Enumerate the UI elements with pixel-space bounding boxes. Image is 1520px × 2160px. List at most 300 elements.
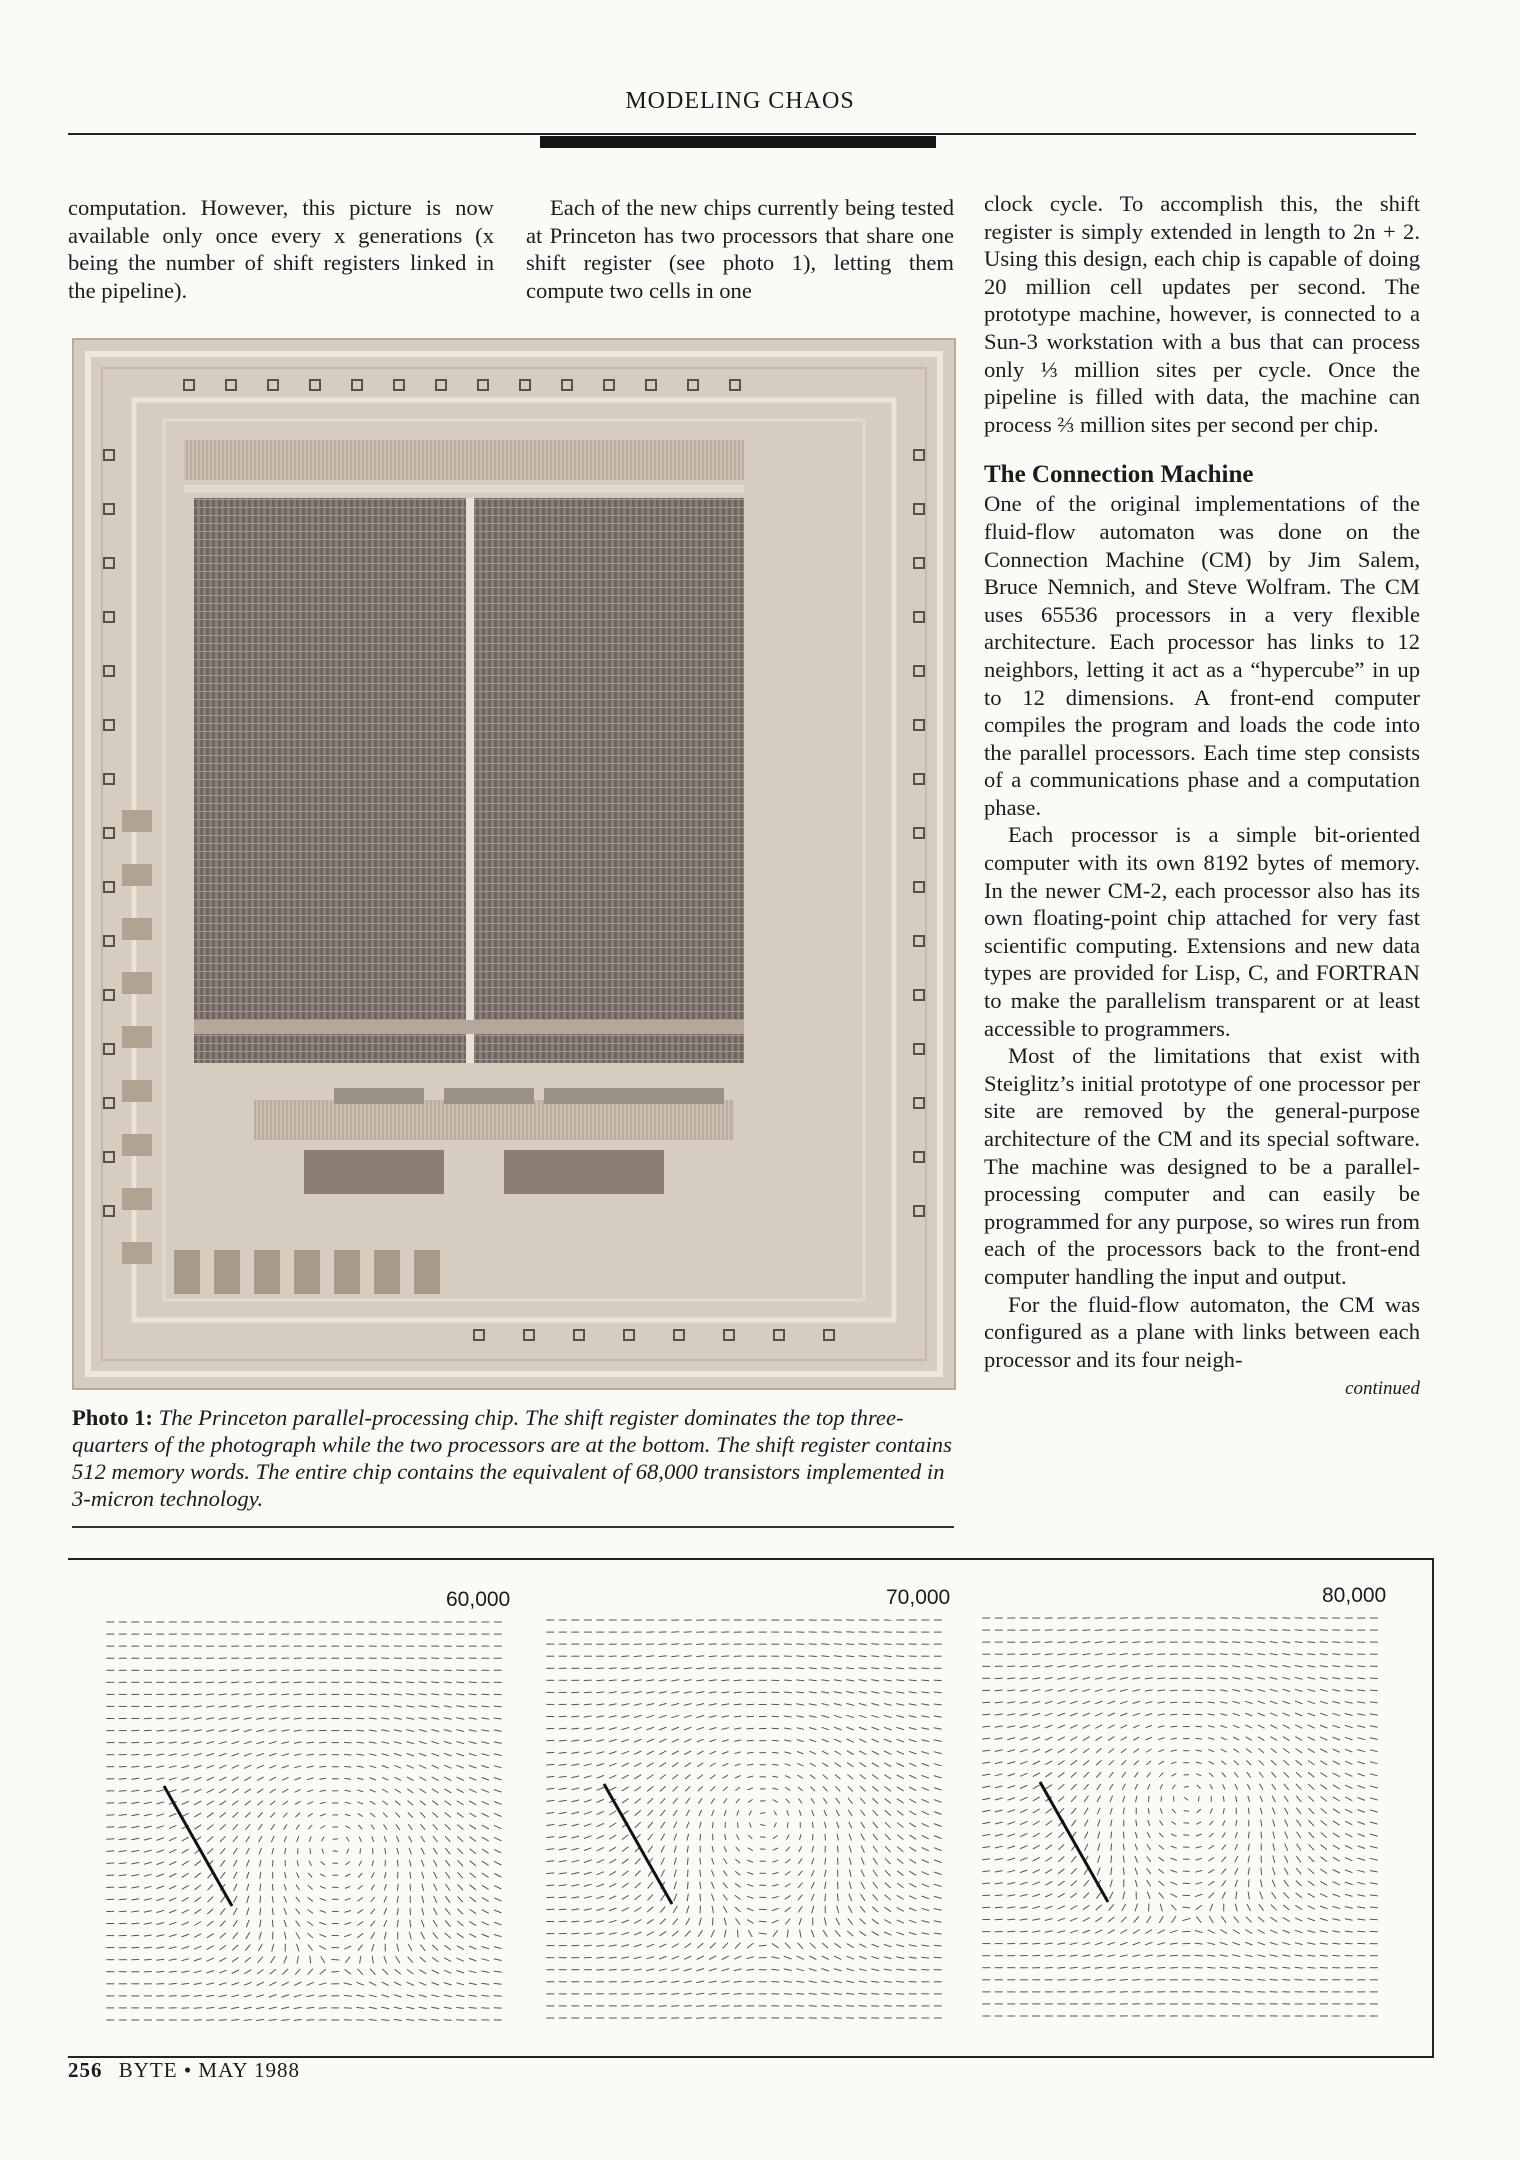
flow-vector xyxy=(1235,1868,1238,1875)
flow-vector xyxy=(281,2007,289,2009)
flow-vector xyxy=(370,1778,377,1780)
flow-vector xyxy=(1208,1738,1214,1740)
flow-vector xyxy=(1273,1844,1275,1851)
flow-vector xyxy=(432,1777,439,1781)
flow-vector xyxy=(244,1682,252,1683)
flow-vector xyxy=(219,1742,227,1744)
flow-vector xyxy=(294,1694,302,1695)
flow-vector xyxy=(169,1837,176,1840)
flow-vector xyxy=(297,1956,299,1964)
flow-vector xyxy=(1235,1832,1237,1838)
flow-vector xyxy=(308,1813,313,1816)
flow-vector xyxy=(1345,1773,1352,1776)
flow-vector xyxy=(609,1884,616,1888)
flow-vector xyxy=(419,1753,427,1756)
flow-vector xyxy=(156,1730,164,1731)
flow-vector xyxy=(421,1920,424,1927)
flow-vector xyxy=(1261,1820,1262,1827)
flow-vector xyxy=(884,1751,891,1754)
flow-vector xyxy=(1070,1967,1078,1968)
flow-vector xyxy=(369,1742,377,1743)
flow-vector xyxy=(1058,1784,1064,1789)
flow-vector xyxy=(1121,1917,1127,1923)
flow-vector xyxy=(457,1765,465,1768)
flow-vector xyxy=(861,1834,865,1841)
flow-vector xyxy=(1157,1678,1165,1679)
text-column-1 xyxy=(68,194,494,304)
flow-vector xyxy=(584,1909,592,1911)
flow-vector xyxy=(1007,1895,1015,1896)
flow-vector xyxy=(1273,1868,1276,1876)
flow-vector xyxy=(258,1812,263,1817)
flow-vector xyxy=(156,1778,164,1780)
flow-vector xyxy=(772,1872,778,1874)
flow-vector xyxy=(1007,1666,1015,1667)
flow-vector xyxy=(1170,1882,1177,1885)
flow-vector xyxy=(244,1718,252,1720)
flow-vector xyxy=(1282,1967,1290,1968)
flow-vector xyxy=(1070,1749,1077,1753)
flow-vector xyxy=(698,1786,703,1791)
flow-vector xyxy=(559,1764,567,1765)
flow-vector xyxy=(1370,1810,1378,1812)
flow-vector xyxy=(634,1775,641,1779)
flow-vector xyxy=(345,1957,350,1963)
flow-vector xyxy=(169,1947,177,1949)
flow-vector xyxy=(296,1897,300,1902)
flow-vector xyxy=(156,1959,164,1960)
flow-vector xyxy=(884,1944,892,1947)
flow-vector xyxy=(281,1718,289,1719)
flow-vector xyxy=(1270,1713,1277,1716)
flow-vector xyxy=(736,1847,740,1852)
flow-vector xyxy=(144,1814,152,1816)
flow-vector xyxy=(747,1896,754,1898)
flow-vector xyxy=(634,1932,641,1935)
flow-vector xyxy=(256,1718,264,1720)
flow-vector xyxy=(457,1801,464,1805)
flow-vector xyxy=(1221,1749,1227,1752)
flow-vector xyxy=(609,1957,617,1958)
flow-vector xyxy=(672,1931,678,1936)
flow-vector xyxy=(835,1786,840,1791)
flow-vector xyxy=(1171,1858,1177,1860)
flow-vector xyxy=(798,1871,802,1876)
flow-vector xyxy=(369,2007,377,2008)
flow-vector xyxy=(1007,1678,1015,1679)
flow-vector xyxy=(194,1754,202,1756)
flow-vector xyxy=(1020,1870,1028,1873)
flow-vector xyxy=(269,1718,277,1719)
flow-vector xyxy=(1308,1856,1314,1862)
flow-vector xyxy=(559,1885,567,1886)
flow-vector xyxy=(482,1922,489,1925)
flow-vector xyxy=(344,2008,352,2009)
flow-vector xyxy=(1083,1930,1091,1933)
flow-vector xyxy=(419,1694,427,1695)
flow-vector xyxy=(1108,1737,1114,1741)
flow-vector xyxy=(256,1694,264,1695)
flow-vector xyxy=(1220,1955,1228,1957)
flow-vector xyxy=(597,1847,604,1851)
flow-vector xyxy=(1097,1796,1101,1802)
flow-vector xyxy=(297,1944,299,1951)
flow-vector xyxy=(169,1922,177,1925)
flow-vector xyxy=(1046,1821,1052,1826)
flow-vector xyxy=(982,1774,990,1775)
flow-vector xyxy=(283,1813,288,1818)
flow-vector xyxy=(1158,1714,1165,1715)
flow-vector xyxy=(1196,1738,1203,1739)
flow-vector xyxy=(1032,1713,1040,1715)
flow-vector xyxy=(1345,1870,1353,1873)
flow-vector xyxy=(909,1799,916,1803)
flow-vector xyxy=(1008,1822,1016,1825)
flow-vector xyxy=(773,1788,779,1790)
flow-vector xyxy=(1196,1846,1202,1848)
flow-vector xyxy=(995,1702,1003,1703)
flow-vector xyxy=(1071,1881,1077,1886)
flow-vector xyxy=(1008,1810,1016,1813)
flow-vector xyxy=(1070,1713,1078,1716)
flow-vector xyxy=(1258,1713,1265,1716)
flow-vector xyxy=(836,1810,839,1816)
flow-vector xyxy=(634,1969,642,1970)
flow-vector xyxy=(233,1908,237,1915)
flow-vector xyxy=(307,1921,313,1925)
flow-vector xyxy=(1333,1737,1341,1740)
flow-vector xyxy=(1107,1630,1115,1631)
flow-vector xyxy=(571,1860,579,1862)
flow-vector xyxy=(659,1668,667,1669)
flow-vector xyxy=(772,1860,778,1862)
flow-vector xyxy=(659,1692,667,1694)
flow-vector xyxy=(847,1956,854,1959)
flow-vector xyxy=(157,1874,165,1877)
flow-vector xyxy=(809,1981,817,1983)
flow-vector xyxy=(1083,1713,1090,1716)
flow-vector xyxy=(847,1763,853,1767)
flow-vector xyxy=(384,1956,387,1963)
flow-vector xyxy=(269,1694,277,1695)
flow-vector xyxy=(156,1742,164,1743)
flow-vector xyxy=(410,1908,411,1916)
flow-vector xyxy=(181,1971,189,1973)
flow-vector xyxy=(1309,1832,1314,1838)
flow-vector xyxy=(169,1910,177,1913)
flow-vector xyxy=(559,1800,567,1801)
flow-vector xyxy=(258,1944,262,1951)
flow-vector xyxy=(859,1727,867,1730)
flow-vector xyxy=(272,1860,273,1867)
flow-vector xyxy=(759,1945,767,1946)
flow-vector xyxy=(1207,1690,1215,1691)
flow-vector xyxy=(444,1682,452,1683)
flow-vector xyxy=(1196,1750,1202,1751)
flow-vector xyxy=(621,1945,629,1947)
flow-vector xyxy=(1110,1880,1112,1888)
flow-vector xyxy=(846,1715,854,1717)
flow-vector xyxy=(256,1682,264,1683)
flow-vector xyxy=(1157,1642,1165,1643)
flow-vector xyxy=(859,1644,867,1645)
flow-vector xyxy=(1209,1821,1213,1825)
flow-vector xyxy=(909,1775,916,1778)
flow-vector xyxy=(1295,1725,1302,1729)
flow-vector xyxy=(1209,1761,1214,1764)
flow-vector xyxy=(1282,1980,1290,1981)
flow-vector xyxy=(1145,1630,1153,1631)
flow-vector xyxy=(433,1920,437,1927)
flow-vector xyxy=(394,1694,402,1695)
flow-vector xyxy=(458,1897,464,1903)
flow-vector xyxy=(357,1802,363,1805)
flow-vector xyxy=(797,1740,804,1742)
flow-vector xyxy=(848,1918,853,1924)
flow-vector xyxy=(469,1995,477,1996)
flow-vector xyxy=(181,1996,189,1997)
flow-vector xyxy=(397,1884,398,1891)
flow-vector xyxy=(270,1777,277,1780)
flow-vector xyxy=(571,1848,579,1850)
flow-vector xyxy=(344,1995,352,1996)
flow-vector xyxy=(1020,1749,1028,1752)
flow-vector xyxy=(873,1858,878,1865)
flow-vector xyxy=(596,1933,604,1935)
flow-vector xyxy=(559,1873,567,1874)
flow-vector xyxy=(1370,1871,1378,1873)
flow-vector xyxy=(294,1682,302,1683)
flow-vector xyxy=(206,2020,214,2021)
flow-vector xyxy=(982,1895,990,1896)
flow-vector xyxy=(245,1801,251,1806)
flow-vector xyxy=(584,1836,592,1839)
flow-vector xyxy=(131,1850,139,1852)
flow-vector xyxy=(648,1822,653,1828)
flow-vector xyxy=(432,1801,438,1806)
flow-vector xyxy=(724,1930,726,1938)
flow-vector xyxy=(1070,1980,1078,1981)
flow-vector xyxy=(661,1846,665,1853)
flow-vector xyxy=(896,1704,904,1706)
flow-vector xyxy=(995,1895,1003,1896)
flow-vector xyxy=(849,1858,851,1865)
flow-vector xyxy=(410,1920,411,1928)
flow-vector xyxy=(208,1884,214,1890)
flow-vector xyxy=(444,1694,452,1695)
flow-vector xyxy=(634,1704,642,1706)
flow-vector xyxy=(194,2008,202,2009)
flow-vector xyxy=(1020,1809,1027,1812)
flow-vector xyxy=(419,2007,427,2009)
flow-vector xyxy=(1332,1919,1340,1921)
flow-vector xyxy=(494,1766,502,1768)
flow-vector xyxy=(1257,1618,1265,1619)
flow-vector xyxy=(921,1945,929,1946)
flow-vector xyxy=(1107,1642,1115,1643)
flow-vector xyxy=(1107,1979,1115,1980)
flow-vector xyxy=(872,1739,879,1742)
flow-vector xyxy=(1095,1666,1103,1668)
flow-vector xyxy=(671,1680,679,1681)
flow-vector xyxy=(1008,1786,1016,1789)
flow-vector xyxy=(810,1763,816,1766)
flow-vector xyxy=(1283,1905,1289,1910)
flow-vector xyxy=(406,2019,414,2020)
flow-vector xyxy=(310,1956,311,1964)
flow-vector xyxy=(734,1728,741,1729)
flow-vector xyxy=(1295,1677,1303,1679)
flow-vector xyxy=(494,1910,502,1913)
flow-vector xyxy=(1284,1880,1289,1887)
flow-vector xyxy=(456,1670,464,1671)
flow-vector xyxy=(909,1859,916,1863)
flow-vector xyxy=(231,2007,239,2008)
flow-vector xyxy=(256,2019,264,2020)
flow-vector xyxy=(1270,1930,1277,1933)
flow-vector xyxy=(922,1896,930,1899)
flow-vector xyxy=(796,1680,804,1681)
flow-vector xyxy=(1284,1868,1288,1875)
flow-vector xyxy=(837,1834,839,1841)
flow-vector xyxy=(370,1790,376,1793)
flow-vector xyxy=(432,1970,439,1974)
flow-vector xyxy=(897,1920,904,1923)
flow-vector xyxy=(372,1860,374,1866)
flow-vector xyxy=(596,1908,604,1910)
flow-vector xyxy=(106,1827,114,1828)
flow-vector xyxy=(1308,1749,1315,1753)
flow-vector xyxy=(231,1741,239,1743)
flow-vector xyxy=(1057,1931,1065,1933)
flow-vector xyxy=(1082,1642,1090,1643)
paragraph: Each of the new chips currently being tested at Princeton has two processors that share one shift register (see photo 1), letting them compute two cells in one xyxy=(526,195,954,303)
flow-vector xyxy=(1232,1630,1240,1631)
flow-vector xyxy=(873,1810,878,1816)
paragraph: computation. However, this picture is now available only once every x generations (x being the number of shift registers linked in the pipeline). xyxy=(68,195,494,303)
flow-vector xyxy=(634,1957,642,1959)
flow-vector xyxy=(922,1787,929,1790)
flow-vector xyxy=(1033,1725,1041,1728)
flow-vector xyxy=(432,1982,440,1985)
flow-vector xyxy=(849,1846,851,1853)
flow-vector xyxy=(1282,1630,1290,1631)
flow-vector xyxy=(119,1863,127,1864)
flow-vector xyxy=(848,1786,853,1791)
flow-vector xyxy=(1096,1772,1101,1777)
flow-vector xyxy=(1284,1772,1289,1777)
flow-vector xyxy=(1020,1702,1028,1704)
flow-vector xyxy=(269,1753,276,1756)
flow-vector xyxy=(1261,1880,1263,1888)
flow-vector xyxy=(884,1763,891,1767)
flow-vector xyxy=(812,1906,814,1913)
flow-vector xyxy=(494,1996,502,1997)
flow-vector xyxy=(1358,1774,1366,1777)
flow-vector xyxy=(635,1858,641,1864)
flow-vector xyxy=(609,1908,617,1911)
flow-vector xyxy=(772,1896,779,1898)
flow-vector xyxy=(584,1800,592,1803)
flow-vector xyxy=(596,1668,604,1669)
flow-vector xyxy=(1232,1642,1240,1643)
flow-vector xyxy=(835,1763,841,1767)
flow-vector xyxy=(696,1680,704,1681)
section-heading: The Connection Machine xyxy=(984,461,1254,489)
flow-vector xyxy=(494,1802,502,1805)
flow-vector xyxy=(1321,1845,1327,1850)
flow-vector xyxy=(420,1801,426,1806)
flow-vector xyxy=(809,1644,817,1645)
flow-vector xyxy=(647,1763,654,1767)
flow-vector xyxy=(897,1823,903,1828)
flow-vector xyxy=(419,1777,426,1781)
flow-vector xyxy=(1045,1894,1052,1897)
flow-vector xyxy=(1308,1796,1314,1802)
flow-vector xyxy=(635,1883,641,1888)
flow-vector xyxy=(384,1908,387,1914)
flow-vector xyxy=(272,1920,273,1927)
flow-vector xyxy=(1120,1725,1127,1728)
flow-vector xyxy=(446,1872,451,1879)
flow-vector xyxy=(344,1923,351,1925)
flow-vector xyxy=(457,1813,464,1818)
flow-vector xyxy=(687,1882,688,1890)
flow-vector xyxy=(231,1718,239,1720)
flow-vector xyxy=(1082,1980,1090,1981)
flow-vector xyxy=(445,1921,450,1927)
flow-vector xyxy=(106,1851,114,1852)
flow-vector xyxy=(144,1766,152,1767)
flow-vector xyxy=(897,1895,904,1899)
flow-vector xyxy=(470,1885,476,1890)
flow-vector xyxy=(482,1885,489,1889)
caption-rule xyxy=(72,1526,954,1528)
flow-vector xyxy=(1098,1844,1100,1851)
flow-vector xyxy=(1032,1702,1040,1704)
flow-vector xyxy=(884,1969,892,1970)
flow-vector xyxy=(659,1656,667,1657)
flow-vector xyxy=(1170,1968,1178,1969)
flow-vector xyxy=(834,1969,842,1971)
flow-vector xyxy=(397,1896,398,1903)
flow-vector xyxy=(621,1656,629,1657)
flow-vector xyxy=(1333,1761,1340,1765)
flow-vector xyxy=(609,1704,617,1706)
flow-vector xyxy=(1261,1832,1262,1839)
flow-vector xyxy=(860,1919,866,1924)
flow-vector xyxy=(1007,1870,1015,1872)
flow-vector xyxy=(382,1789,388,1792)
flow-vector xyxy=(431,1730,439,1732)
flow-vector xyxy=(294,1754,301,1756)
flow-vector xyxy=(722,1716,730,1718)
flow-vector xyxy=(260,1872,261,1879)
flow-vector xyxy=(494,1825,501,1828)
flow-vector xyxy=(824,1918,826,1926)
flow-vector xyxy=(494,1947,502,1949)
flow-vector xyxy=(885,1895,891,1900)
flow-vector xyxy=(1333,1797,1340,1801)
flow-vector xyxy=(232,1957,239,1962)
flow-vector xyxy=(385,1848,386,1854)
flow-vector xyxy=(406,1718,414,1720)
flow-vector xyxy=(257,1753,265,1756)
flow-vector xyxy=(884,1920,891,1924)
flow-vector xyxy=(1158,1749,1164,1752)
flow-vector xyxy=(232,1983,240,1986)
flow-vector xyxy=(659,1956,667,1959)
